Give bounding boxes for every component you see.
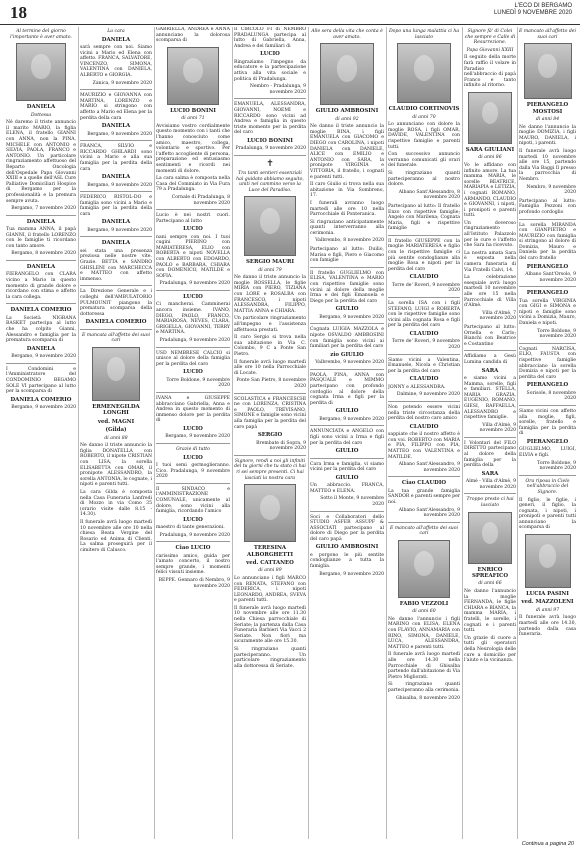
deceased-name: SERGIO MAURI	[245, 259, 295, 266]
notice-text: Siamo vicini con affetto alla moglie, figli, sorelle, fratello e famiglia per la perdita di	[519, 408, 576, 437]
deceased-name: ERMENEGILDA LONGHI	[92, 404, 140, 417]
deceased-name: GIULIO AMBROSINI	[315, 544, 379, 551]
notice-signature: Brembate di Sopra, 9 novembre 2020	[256, 440, 306, 452]
notice-quote: Ora riposa in Cielo nell'abbraccio del Signore.	[525, 478, 570, 495]
notice-intro: Dopo una lunga malattia ci ha lasciato	[388, 29, 460, 40]
notice-text: Si ringraziano quanti parteciperanno al nostro dolore.	[388, 170, 460, 188]
deceased-name: GIULIO AMBROSINI	[315, 108, 379, 115]
deceased-name: zio GIULIO	[330, 351, 364, 358]
notice-text: Cognati NARCISA, ELIO, FAUSTA con rispettive famiglie abbracciano la sorella Domizia e nipoti per la perdita del caro	[519, 346, 576, 380]
notice-text: SCOLASTICA e FRANCESCHI ne con LORENZA, CRISTINA e PAOLO, TREVISANO, SIMONE e famiglie sono vicini alla famiglia per la perdita del caro papà	[234, 396, 306, 430]
notice-signature: Torre Boldone, 9 novembre 2020	[537, 460, 576, 472]
deceased-name: LUCIO BONINI	[170, 107, 216, 114]
column-4	[234, 27, 306, 839]
deceased-age: di anni 71	[181, 116, 205, 122]
notice-text: Non potendo essere vicini nella triste circostanza della perdita del nostro caro amico	[388, 404, 460, 422]
deceased-name: PIERANGELO MOSTOSI	[526, 102, 569, 115]
notice-signature: Dalmine, 9 novembre 2020	[396, 392, 460, 398]
notice-intro: E mancata all'affetto dei suoi cari	[82, 332, 150, 344]
notice-text: Cognata LUIGIA MAZZOLA e nipote OSVALDO AMBROSINI con famiglia sono vicini ai familiari per la perdita del caro	[310, 327, 384, 350]
column-5	[310, 27, 384, 839]
notice-signature: Albano Sant'Alessandro, 8 novembre 2020	[398, 189, 460, 201]
notice-signature: Bergamo, 9 novembre 2020	[87, 182, 152, 188]
notice-text: Il seguito della morte farà raffio il volare in Paradiso nell'abbraccio di papà Franco e tanto infinito al ritorno.	[464, 55, 516, 89]
notice-text: Il caro Giulio si trova nella sua abitazione in Via Sombreno, 17.	[310, 182, 384, 199]
notice-signature: Albano Sant'Orsolo, 9 novembre 2020	[525, 272, 576, 283]
deceased-name: DANIELA COMERIO	[85, 319, 147, 326]
notice-text: GABRIELLA, ANDREA e ANNA annunciano la dolorosa scomparsa di	[156, 27, 230, 44]
notice-text: Il funerale avrà luogo martedì alle ore 10 nella Parrocchiale di Locate.	[234, 359, 306, 376]
notice-signature: Bergamo, 8 novembre 2020	[11, 251, 76, 257]
notice-text: Il SINDACO e l'AMMINISTRAZIONE COMUNALE, unicamente al dolore, sono vicini alla famiglia, ricordando l'amico	[156, 486, 230, 515]
publication-name: L'ECO DI BERGAMO	[514, 3, 572, 9]
deceased-name: GIULIO	[335, 408, 359, 415]
notice-signature: Valbrembo, 8 novembre 2020	[315, 238, 384, 244]
deceased-name: TERESINA ALBORGHETTI	[247, 545, 293, 558]
notice-text: Un particolare ringraziamento all'impegno e l'assistenza affettuosa prestati.	[234, 316, 306, 333]
deceased-nickname: (Gilda)	[105, 427, 127, 434]
deceased-name: SARA	[481, 470, 499, 477]
notice-text: La cara salma è composta nella Casa del Commiato in Via Fura 79 a Pradalunga.	[156, 176, 230, 193]
deceased-name: PIERANGELO	[526, 438, 569, 445]
notice-text: IVANA e GIUSEPPE abbracciano Gabriella, Anna e Andrea in questo momento di immenso dolore per la perdita di	[156, 395, 230, 424]
notice-text: Avvisiamo vostro cordialmente questo momento con i tanti che l'hanno conosciuto come amico, maestro, collega, volontario e sportivo. Per l'affetto accogliente di persona, preparazione ed entusiasmo sentimenti e ricordi nei momenti di dolore.	[156, 123, 230, 174]
notice-signature: Pradalunga, 9 novembre 2020	[235, 146, 306, 152]
notice-text: JONNY e ALESSANDRA.	[388, 384, 446, 390]
notice-text: Il funerale avrà luogo martedì 10 novembre alle ore 11.30 nella Chiesa parrocchiale di Seriate; la partenza dalla Casa Funeraria Barbieri Via Vacci 2 Seriate. Non fiori ma sicuramente alle ore 15.30.	[234, 605, 306, 645]
deceased-name: DANIELA	[26, 218, 56, 225]
deceased-name: LUCIO	[183, 454, 203, 461]
notice-signature: Albano Sant'Alessandro, 9 novembre 2020	[398, 462, 460, 473]
deceased-name: PIERANGELO	[526, 290, 569, 297]
notice-text: Né daremo il triste annuncio il marito MARIO, la figlia ELENA, il fratello GIANNI con ANNA, non la PINA, MICHELE con ANTONIO e SILVIA, PAOLA, FRANCO e ANTONIO. Un particolare ringraziamento affettuoso del Reparto Oncologia dell'Ospedale Papa Giovanni XXIII e a quelle dell'ASL Cure Palliative Domiciliari Hospice di Bergamo per la professionalità e la premura sempre avuta.	[6, 120, 76, 204]
portrait-photo	[92, 347, 140, 401]
deceased-age: di anni 92	[335, 116, 359, 122]
notice-text: Partecipano al lutto: Famiglia Pezzoni con profondo cordoglio	[519, 198, 576, 215]
notice-signature: Bergamo, 9 novembre 2020	[87, 227, 152, 233]
notice-text: nani sempre con noi. I tuoi cugini PIERINO con MARIATERESA, ELIO con ROBERTA e nipoti NOVELLA con ALBERTO con EDOARDO, PAOLO e BARBARA, CHIARA con DOMENICO, MATILDE e SOFIA.	[156, 234, 230, 279]
deceased-name: CLAUDIO	[409, 423, 439, 430]
portrait-photo	[397, 43, 451, 103]
column-2	[80, 27, 152, 839]
deceased-age: di anni 70	[412, 114, 436, 120]
notice-text: Lo annunciano i figli MARCO con RENATA, STEFANO con FEDERICA, i nipoti LEONARDO, ANDREA, SVEVA e parenti tutti.	[234, 575, 306, 604]
notice-signature: Sotto il Monte, 9 novembre 2020	[320, 496, 384, 507]
notice-signature: Bergamo, 9 novembre 2020	[165, 434, 230, 440]
notice-text: La Società NIGRANA BASKET partecipa al lutto che ha colpito Gianni, Alessandro e famiglia per la prematura scomparsa di	[6, 315, 76, 344]
notice-signature: Bergamo, 9 novembre 2020	[319, 571, 384, 577]
notice-text: maestro di tante generazioni.	[156, 525, 225, 531]
notice-text: I funerali avranno luogo martedì alle ore 10 nella Parrocchiale di Ponteranica.	[310, 200, 384, 218]
deceased-name: Ciao LUCIO	[175, 545, 211, 552]
notice-signature: Cornale di Pradalunga, 8 novembre 2020	[171, 194, 230, 206]
portrait-photo	[398, 540, 450, 598]
deceased-age: di anni 86	[478, 155, 502, 161]
continued-note: Continua a pagina 20	[521, 841, 574, 847]
portrait-photo	[468, 512, 512, 564]
notice-signature: Bergamo, 9 novembre 2020	[11, 405, 76, 411]
notice-quote: Signore fà' di Colei che sempre e Calle di Resurrezione.	[464, 29, 516, 46]
deceased-name: SARA	[481, 367, 499, 374]
deceased-name: DANIELA COMERIO	[10, 307, 72, 314]
deceased-age: di anni 66	[478, 581, 502, 587]
deceased-name: GIULIO	[335, 306, 359, 313]
deceased-name: SERGIO	[257, 432, 283, 439]
deceased-name: CLAUDIO	[409, 274, 439, 281]
deceased-name: DANIELA	[101, 240, 131, 247]
notice-text: Un grazie di cuore a tutti gli operatori della Neurologia delle cure a domicilio per l'aiuto e la vicinanza.	[464, 635, 516, 664]
notice-signature: Ghisalba, 8 novembre 2020	[395, 695, 460, 701]
notice-signature: Bergamo, 9 novembre 2020	[319, 314, 384, 320]
deceased-name: LUCIO	[183, 294, 203, 301]
column-1	[6, 27, 76, 839]
deceased-title: Dottessa	[30, 112, 52, 118]
notice-text: Tua sorella VIRGINIA con GIGI e SIMONA e nipoti e famiglie sono vicini a Domizia, Mauro, Daniela e nipoti.	[519, 298, 576, 327]
notice-text: Il funerale avrà luogo martedì alle ore 14.30 nella Parrocchiale di Ghisalba partendo dall'abitazione di Via Pietro Migliorati.	[388, 652, 460, 680]
notice-text: e porgono le più sentite condoglianze a tutta la famiglia.	[310, 552, 384, 570]
notice-quote: Signore, rendi a noi gli infiniti del tu giorni che tu stato ci hai ri sei sempre presenti. Ci hai lasciati la nostra cara	[234, 458, 306, 481]
notice-text: Siamo vicini a Valentina, Emanuele, Nicola e Christian per la perdita del caro	[388, 357, 460, 374]
notice-signature: Valbrembo, 9 novembre 2020	[315, 360, 384, 366]
notice-text: Con successivo annuncio verranno comunicati gli orari del funerale.	[388, 152, 460, 169]
notice-text: Ne danno l'annuncio la moglie DOMIZIA, i figli MAURO, DANIELA, i nipoti, i parenti.	[519, 124, 576, 147]
portrait-photo	[16, 43, 66, 101]
portrait-photo	[244, 196, 296, 256]
portrait-photo	[244, 484, 296, 542]
deceased-age: di anni 79	[258, 267, 282, 273]
notice-text: ANNUNCIATA e ANGELO con figli sono vicini a Irma e figli per la perdita del caro	[310, 429, 384, 446]
notice-text: Il fratello GUGLIELMO con ELISA, VALENTINA e MARIO con rispettive famiglie sono vicini al dolore della moglie Irma e dei figli Emanuela e Diego per la perdita del caro	[310, 270, 384, 304]
notice-intro: La cara	[107, 29, 125, 34]
deceased-subname: ved. CATTANEO	[246, 559, 294, 566]
notice-text: PAOLA, PINA, ANNA con PASQUALE e MIMMO partecipano con profondo cordoglio al dolore della cognata Irma e figli per la perdita di	[310, 372, 384, 406]
notice-text: Ne danno l'annuncio la moglie FERNANDA, le figlie CHIARA e BIANCA, la mamma MARIA, i fratelli, le sorelle, i cognati e i parenti tutti.	[464, 589, 516, 634]
notice-text: Il funerale avrà luogo martedì 10 novembre alle ore 10 nella chiesa Beata Vergine del Rosario ed Anima di Clienti. La salma proseguirà per il cimitero di Calusco.	[80, 519, 152, 553]
notice-text: carissimo amico, guida per l'amato concerto, il nostro sempre grande, i momenti felici vissuti insieme.	[156, 553, 230, 576]
deceased-name: DANIELA	[101, 174, 131, 181]
notice-text: Il fratello GIUSEPPE con la moglie MARIATERESA e figlio con le rispettive famiglie ci più sentite condoglianze alla moglie Rosa e nipoti per la perdita del caro	[388, 238, 460, 272]
notice-text: Lo annunciano con dolore la moglie ROSA, i figli OMAR, DAVIDE, VALENTINA con rispettive famiglie e parenti tutti.	[388, 122, 460, 150]
notice-quote: Tra tanti sentieri essenziali hai guidato abbiamo seguito, uniti nel cammino verso la Luce del Paradiso.	[236, 170, 304, 193]
notice-text: Ringraziamo l'impegno da educatore e la partecipazione attiva alla vita sociale e politica di Pradalunga.	[234, 59, 306, 82]
notice-text: I Condomini e l'Amministratore del CONDOMINIO BEGAMO SOLE VI partecipano al lutto per la scomparsa di	[6, 366, 76, 395]
deceased-name: DANIELA	[101, 219, 131, 226]
deceased-name: FABIO VEZZOLI	[399, 600, 449, 607]
deceased-age: di anni 84	[535, 117, 560, 122]
portrait-photo	[525, 534, 571, 588]
notice-intro: E mancato all'affetto dei suoi cari	[390, 525, 458, 537]
deceased-name: PIERANGELO	[526, 382, 569, 389]
deceased-name: DANIELA COMERIO	[10, 396, 72, 403]
portrait-photo	[167, 47, 219, 105]
deceased-age: di anni 60	[412, 609, 436, 615]
portrait-photo	[320, 43, 374, 105]
notice-text: La Direzione Generale e i colleghi dell'AMBULATORIO PULMOUNIT piangono la prematura scomparsa della dottoressa	[80, 289, 152, 317]
deceased-subname: ved. MAZZOLENI	[521, 599, 574, 606]
notice-text: Ne danno il triste annuncio la moglie ROSSELLA, le figlie MIRIA con PIERO, TIZIANA con LORE e ROSALBA con FRANCESCO, i nipoti ALESSANDRA, FILIPPO, MATTIA ANNA e CHIARA.	[234, 275, 306, 314]
notice-signature: Torre de' Roveri, 9 novembre 2020	[391, 282, 460, 294]
deceased-name: LUCIO	[183, 516, 203, 523]
notice-text: Ne danno il triste annuncio la figlia DONATELLA con ROBERTO, il nipote CRISTIAN con LISA, la sorella ELISABETTA con OMAR, il pronipote ALESSANDRO, la sorella ANTONIA, le cognate, i nipoti e parenti tutti.	[80, 443, 152, 488]
deceased-name: Ciao CLAUDIO	[401, 480, 447, 487]
page-number: 18	[10, 3, 27, 22]
notice-signature: Bergamo, 9 novembre 2020	[87, 131, 152, 137]
column-6	[388, 27, 460, 839]
notice-text: Il funerale avrà luogo martedì alle ore 14.30, partendo dalla casa funeraria.	[519, 615, 576, 638]
notice-text: Lucio è nei nostri cuori. Partecipano al lutto	[156, 213, 230, 224]
notice-intro: E mancato all'affetto dei suoi cari	[519, 29, 576, 40]
deceased-name: LUCIA PASINI	[526, 591, 569, 598]
page-header	[0, 0, 580, 25]
notice-text: MAURIZIO e GIOVANNA con MARTINA, LORENZO e MARIO si stringono con affetto a Mario ed Elena per la perdita della cara	[80, 93, 152, 121]
notice-signature: Pradalunga, 9 novembre 2020	[159, 338, 230, 343]
notice-text: La sorella ISA con i figli STEFANO, LUIGI e ROBERTA con le rispettive famiglie sono vicini alla cognata Rosa e figli per la perdita del caro	[388, 301, 460, 329]
notice-text: Cara Irma e famiglia, vi siamo vicini per la perdita del caro	[310, 461, 384, 473]
deceased-name: DANIELA	[101, 36, 131, 43]
notice-text: FRANCA, SILVIO e RICCARDO GHILARDI sono vicini a Mario e alla sua famiglia per la perdita della cara	[80, 144, 152, 172]
notice-signature: Bergamo, 9 novembre 2020	[11, 354, 76, 360]
publication-date: LUNEDÌ 9 NOVEMBRE 2020	[493, 10, 572, 16]
notice-text: La nostra amata Sara è esposta nella camera funeraria di Via Fratelli Calvi, 14.	[464, 250, 516, 273]
deceased-name: SARA GIULIANI	[465, 146, 515, 153]
deceased-name: CLAUDIO	[409, 331, 439, 337]
notice-text: sarà sempre con noi. Siamo vicini a Mario ed Elena con affetto. FRANCA, SALVATORE, VINCENZO, SIMONA, VALENTINA con DANIELA, ALBERTO e GIORGIA.	[80, 45, 152, 78]
notice-text: Soci e Collaboratori dello STUDIO ASFER ASSUPF & ASSOCIATI partecipano al dolore di Diego per la perdita del caro papà	[310, 514, 384, 542]
deceased-name: LUCIO	[183, 425, 203, 432]
deceased-name: LUCIO	[183, 226, 203, 233]
notice-text: Affidiamo a Gesù Lumina candida di	[464, 354, 516, 365]
notice-signature: Albano Sant'Alessandro, 9 novembre 2020	[398, 507, 460, 519]
column-3	[156, 27, 230, 839]
deceased-name: DANIELA	[26, 345, 56, 352]
notice-text: Il CIRCOLO FI di NEMBRO PRADALUNGA partecipa al lutto di Gabriella, Anna, Andrea e dei familiari di	[234, 27, 306, 49]
notice-text: Partecipano al lutto: Ornella e Carlo; Bianchi con Beatrice e Costantino	[464, 324, 516, 347]
notice-signature: Sorisole, 8 novembre 2020	[526, 390, 576, 402]
deceased-name: DANIELA	[101, 123, 131, 130]
notice-text: La tua grande famiglia SANDOR e parenti sempre per noi.	[388, 488, 460, 505]
deceased-name: LUCIO BONINI	[247, 137, 293, 144]
notice-text: La sorella MIRANDA con GIANPIETRO e MAURIZIO con famiglia si stringono al dolore di Domizia, Mauro e Daniela per la perdita del caro fratello	[519, 222, 576, 262]
notice-text: Ne danno l'annuncio i figli MARINO con ELISA, ELENA con FLAVIO, ANNAMARIA con RINO, SIMONA, DANIELE, LUCA, ALESSANDRA, MATTEO e parenti tutti.	[388, 616, 460, 650]
deceased-subname: ved. MAGNI	[97, 418, 135, 425]
deceased-age: di anni 89	[258, 568, 282, 574]
notice-signature: Almè - Villa d'Almè, 9 novembre 2020	[465, 479, 516, 490]
notice-signature: Pradalunga, 9 novembre 2020	[159, 532, 230, 538]
notice-text: Tua mamma ANNA, il papà GIANNI, il fratello LORENZO con le famiglie ti ricordano con tanto amore.	[6, 227, 76, 249]
notice-text: sei stata una presenza preziosa nelle nostre vite. Grazie. BETTA e SANDRO GHISLENI con MARCHECCA e MATTEO con affetto immenso.	[80, 248, 152, 282]
notice-text: Ne danno il triste annuncio la moglie BINA, i figli EMANUELA con GIACOMO e DIEGO con CAROLINA, i nipoti DANIELA con DANIELE, ALICE con EMILIO e ANTONIO con SARA, la pronipote VIRGINIA e VITTORIA, il fratello, i cognati e parenti tutti.	[310, 124, 384, 180]
notice-text: FIERANGELO con CLARA vicino a Mario in questo momento di grande dolore e ricordano con stima e affetto la cara collega.	[6, 272, 76, 300]
notice-text: Un doveroso ringraziamento all'Istituto Palazzolo per le cure e l'affetto che Sara ha ricevuto.	[464, 220, 516, 249]
deceased-name: DANIELA	[26, 264, 56, 271]
notice-text: I tuoi semi germoglieranno. Cico. Pradalunga, 9 novembre 2020	[156, 462, 230, 480]
portrait-photo	[468, 92, 512, 144]
notice-signature: Torre Boldone, 9 novembre 2020	[537, 328, 576, 340]
notice-signature: Ponte San Pietro, 8 novembre 2020	[236, 378, 306, 389]
notice-text: FEDERICO RISTOL-DO e famiglia sono vicini a Mario e famiglia per la perdita della cara	[80, 195, 152, 217]
notice-signature: Villa d'Almè, 7 novembre 2020	[479, 310, 516, 322]
portrait-photo	[524, 43, 572, 99]
notice-text: e siamo vicini a Mamma, sorelle, figli e familiari. STELLA, MARIA GRAZIA, EUGENIO, ROMANO, GIESI, RAFFAELLA, ALESSANDRO e rispettive famiglie.	[464, 375, 516, 421]
notice-signature: Bergamo, 7 novembre 2020	[11, 206, 76, 212]
notice-signature: Torre Boldone, 9 novembre 2020	[166, 377, 230, 389]
notice-signature: Nembro - Pradalunga, 9 novembre 2020	[249, 84, 306, 95]
notice-text: Si ringraziano quanti parteciperanno alla cerimonia.	[388, 682, 460, 693]
notice-text: Si ringraziano quanti parteciperanno. Un particolare ringraziamento alla dottoressa di Seriate.	[234, 647, 306, 669]
notice-signature: Pradalunga, 9 novembre 2020	[159, 281, 230, 287]
notice-text: Ci mancherai. Camminerai ancora insieme. IVANO, DIEGO, PAOLO, FRANCO, MARIAROSA, NEVES, CLARA, GRIGELLA, GIOVANNI, TERRY e MARTINA.	[156, 302, 230, 336]
deceased-name: GIULIO	[335, 474, 359, 481]
notice-intro: Grazie di tutto	[176, 446, 210, 452]
deceased-name: ENRICO SPREAFICO	[471, 566, 509, 580]
notice-text: Il figlio, le figlie, i generi, il figlio, la cognata, i nipoti, i pronipoti e parenti tutti annunciano la scomparsa di	[519, 497, 576, 531]
notice-signature: Villa d'Almè, 9 novembre 2020	[479, 422, 516, 434]
notice-signature: Nembro, 9 novembre 2020	[526, 184, 576, 196]
notice-text: Si ringraziano anticipatamente quanti interverranno alla cerimonia.	[310, 219, 384, 236]
notice-text: I Volontari del FILO DIRETTO partecipano al dolore della famiglia per la perdita della	[464, 440, 516, 469]
notice-text: La celebrazione esequiale avrà luogo martedì 10 novembre alle ore 15 nella Parrocchiale di Villa d'Almè.	[464, 275, 516, 309]
column-7	[464, 27, 516, 839]
notice-quote-author: Papa Giovanni XXIII	[466, 47, 514, 53]
deceased-name: LUCIO	[260, 51, 280, 58]
notice-signature: BEPPE. Gennaro di Nembro, 9 novembre 2020	[158, 578, 230, 589]
column-8	[519, 27, 576, 839]
notice-text: sappiate che il nostro affetto è con voi. ROBERTO con MARIA e PIA, FILIPPO con PIA, MATTEO con VALENTINA e MATILDE.	[388, 432, 460, 460]
deceased-name: CLAUDIO CORTINOVIS	[388, 106, 460, 113]
notice-text: Un abbraccio. FRANCA, MATTEO e ELENA.	[310, 483, 384, 494]
deceased-name: DANIELA	[26, 104, 56, 111]
notice-text: USD NEMBRESE CALCIO si unisce al dolore della famiglia per la perdita del caro	[156, 350, 230, 367]
deceased-age: di anni 97	[535, 607, 560, 613]
notice-text: EMANUELA, ALESSANDRA, GIOVANNI, NOEMI e RICCARDO sono vicini ad Andrea e famiglia in questo triste momento per la perdita del caro	[234, 102, 306, 136]
notice-signature: Bergamo, 9 novembre 2020	[319, 416, 384, 422]
publication-info	[494, 3, 572, 17]
cross-icon: ✝	[266, 158, 274, 169]
deceased-name: LUCIO	[183, 369, 203, 376]
notice-text: Partecipano al lutto: Il fratello Enzo con rispettive famiglie; Angelo con Marilena; Cognata Maria, figli e rispettive famiglie	[388, 203, 460, 232]
notice-text: Il caro Sergio si trova nella sua abitazione in Via C. Colombo, 9 C a Ponte San Pietro.	[234, 335, 306, 357]
deceased-name: GIULIO	[335, 448, 359, 455]
deceased-name: CLAUDIO	[409, 376, 439, 383]
notice-signature: Torre de' Roveri, 9 novembre 2020	[391, 339, 460, 350]
deceased-name: PIERANGELO	[526, 263, 569, 270]
deceased-age: di anni 88	[104, 435, 128, 441]
notice-text: Vo le affidano con infinito amore. La tua mamma MARIA, le sorelle BEATRICE, MARIAPIA e LETIZIA, i cognati ROMANO, ARMANDO, CLAUDIO e GIOVANNI, i nipoti, i pronipoti e parenti tutti.	[464, 162, 516, 219]
notice-text: GUGLIELMO, LUIGI, ELVIA e figli.	[519, 447, 576, 458]
notice-quote: Al termine del giorno l'importante è aver amato.	[10, 29, 72, 40]
notice-intro: Troppo presto ci hai lasciato	[466, 497, 514, 509]
notice-text: Il funerale avrà luogo martedì 10 novembre alle ore 15, partendo dalla Via Baggi Il presso la parrocchia di Nembro.	[519, 148, 576, 182]
notice-signature: Zanica, 9 novembre 2020	[92, 80, 152, 86]
notice-text: Partecipano al lutto: Duilio, Marisa e figli, Piero e Giacomo con famiglie	[310, 247, 384, 264]
notice-quote: Alle sera della vita che conta è aver amato.	[311, 29, 383, 40]
notice-text: La cara Gilda è composta nella Casa Funeraria Lanfredi di Mozzo in via Como 35 (orario visite dalle 8.15 - 14.30).	[80, 489, 152, 518]
